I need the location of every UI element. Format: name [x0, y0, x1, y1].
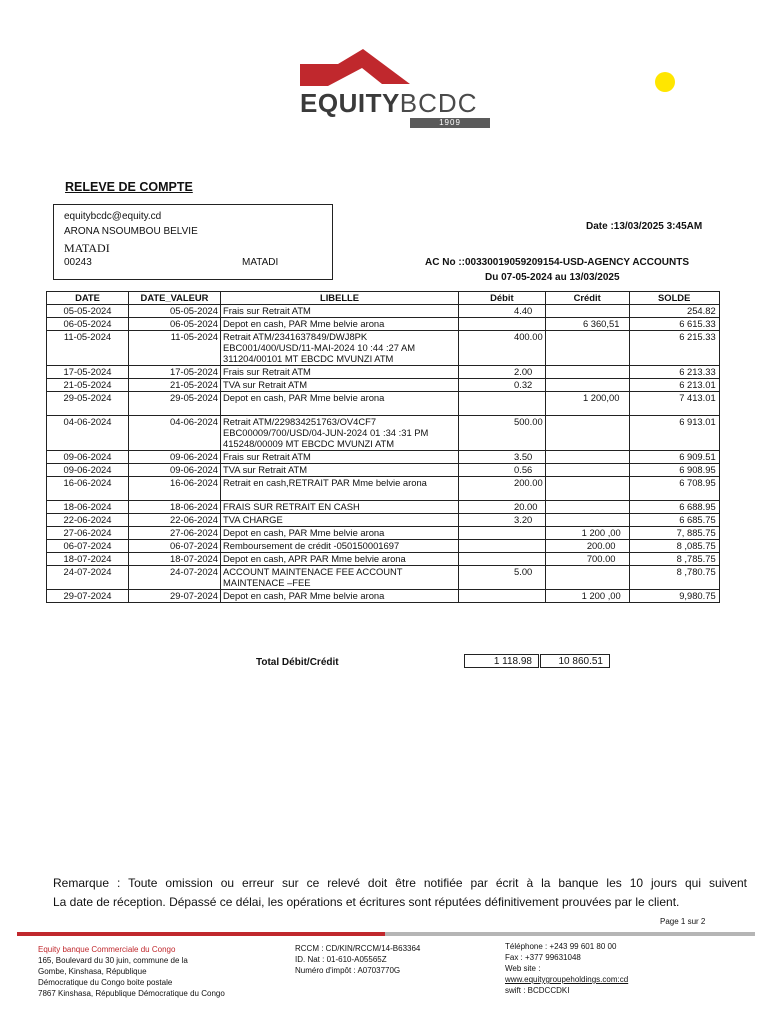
cell-debit	[459, 392, 546, 416]
cell-credit	[545, 566, 629, 590]
logo-year: 1909	[410, 118, 490, 128]
footer-address-line: 7867 Kinshasa, République Démocratique du Congo	[38, 989, 225, 998]
table-row	[47, 451, 720, 464]
cell-date: 29-05-2024	[47, 392, 129, 416]
table-row	[47, 318, 720, 331]
table-row	[47, 566, 720, 590]
cell-date-valeur: 09-06-2024	[129, 464, 221, 477]
cell-date-valeur: 06-07-2024	[129, 540, 221, 553]
cell-libelle: Retrait ATM/229834251763/OV4CF7 EBC00009/700/USD/04-JUN-2024 01 :34 :31 PM 415248/00009 MT EBCDC MVUNZI ATM	[221, 416, 459, 451]
cell-debit	[459, 590, 546, 603]
cell-credit	[545, 379, 629, 392]
table-row	[47, 366, 720, 379]
cell-date: 22-06-2024	[47, 514, 129, 527]
cell-debit	[459, 553, 546, 566]
cell-credit	[545, 514, 629, 527]
footer-address-line: Gombe, Kinshasa, République	[38, 967, 147, 976]
footer-contact	[505, 941, 628, 996]
cell-debit: 500.00	[459, 416, 546, 451]
cell-credit	[545, 464, 629, 477]
cell-debit: 3.20	[459, 514, 546, 527]
client-city: MATADI	[242, 257, 279, 268]
cell-solde: 8 ,785.75	[629, 553, 719, 566]
cell-date: 21-05-2024	[47, 379, 129, 392]
account-number: AC No ::00330019059209154-USD-AGENCY ACCOUNTS	[425, 257, 689, 268]
cell-libelle: Frais sur Retrait ATM	[221, 366, 459, 379]
client-postal-code: 00243	[64, 257, 92, 268]
cell-date-valeur: 29-05-2024	[129, 392, 221, 416]
cell-date: 09-06-2024	[47, 464, 129, 477]
remark-notice	[53, 874, 747, 912]
table-row	[47, 331, 720, 366]
cell-solde: 8 ,780.75	[629, 566, 719, 590]
table-row	[47, 416, 720, 451]
cell-solde: 6 213.01	[629, 379, 719, 392]
client-city-upper: MATADI	[64, 241, 110, 255]
cell-libelle: TVA sur Retrait ATM	[221, 379, 459, 392]
cell-solde: 6 708.95	[629, 477, 719, 501]
statement-period: Du 07-05-2024 au 13/03/2025	[485, 272, 620, 283]
cell-debit: 3.50	[459, 451, 546, 464]
cell-solde: 6 913.01	[629, 416, 719, 451]
header-credit: Crédit	[545, 292, 629, 305]
cell-credit	[545, 366, 629, 379]
total-label: Total Débit/Crédit	[256, 657, 339, 668]
cell-solde: 7, 885.75	[629, 527, 719, 540]
table-row	[47, 379, 720, 392]
cell-debit: 400.00	[459, 331, 546, 366]
yellow-dot-mark	[655, 72, 675, 92]
cell-libelle: TVA sur Retrait ATM	[221, 464, 459, 477]
cell-credit: 200.00	[545, 540, 629, 553]
footer-bank-address	[38, 944, 225, 999]
cell-date-valeur: 29-07-2024	[129, 590, 221, 603]
header-libelle: LIBELLE	[221, 292, 459, 305]
cell-libelle: Remboursement de crédit -050150001697	[221, 540, 459, 553]
cell-credit	[545, 416, 629, 451]
cell-date: 04-06-2024	[47, 416, 129, 451]
cell-libelle: Retrait ATM/2341637849/DWJ8PK EBC001/400/USD/11-MAI-2024 10 :44 :27 AM 311204/00101 MT EBCDC MVUNZI ATM	[221, 331, 459, 366]
cell-libelle: Retrait en cash,RETRAIT PAR Mme belvie arona	[221, 477, 459, 501]
cell-debit: 0.32	[459, 379, 546, 392]
table-row	[47, 590, 720, 603]
footer-address-line: Démocratique du Congo boite postale	[38, 978, 173, 987]
cell-credit	[545, 305, 629, 318]
cell-date-valeur: 11-05-2024	[129, 331, 221, 366]
cell-solde: 254.82	[629, 305, 719, 318]
cell-solde: 6 688.95	[629, 501, 719, 514]
cell-date: 11-05-2024	[47, 331, 129, 366]
cell-date-valeur: 16-06-2024	[129, 477, 221, 501]
cell-libelle: Frais sur Retrait ATM	[221, 451, 459, 464]
cell-debit	[459, 540, 546, 553]
cell-solde: 6 685.75	[629, 514, 719, 527]
cell-debit: 5.00	[459, 566, 546, 590]
footer-phone: Téléphone : +243 99 601 80 00	[505, 942, 617, 951]
footer-divider-grey	[385, 932, 755, 936]
cell-date-valeur: 04-06-2024	[129, 416, 221, 451]
table-row	[47, 514, 720, 527]
footer-tax-number: Numéro d'impôt : A0703770G	[295, 966, 401, 975]
cell-solde: 6 909.51	[629, 451, 719, 464]
cell-date: 29-07-2024	[47, 590, 129, 603]
cell-date: 18-07-2024	[47, 553, 129, 566]
cell-date: 18-06-2024	[47, 501, 129, 514]
cell-credit	[545, 451, 629, 464]
footer-divider-red	[17, 932, 385, 936]
footer-swift: swift : BCDCCDKI	[505, 986, 570, 995]
equity-bcdc-logo	[298, 46, 498, 130]
footer-address-line: 165, Boulevard du 30 juin, commune de la	[38, 956, 188, 965]
footer-web-label: Web site :	[505, 964, 541, 973]
cell-date-valeur: 24-07-2024	[129, 566, 221, 590]
cell-credit	[545, 501, 629, 514]
total-debit: 1 118.98	[464, 654, 539, 668]
total-credit: 10 860.51	[540, 654, 610, 668]
table-row	[47, 553, 720, 566]
cell-date-valeur: 05-05-2024	[129, 305, 221, 318]
statement-date: Date :13/03/2025 3:45AM	[586, 221, 703, 232]
table-header-row	[47, 292, 720, 305]
cell-date: 06-05-2024	[47, 318, 129, 331]
remark-line-2: La date de réception. Dépassé ce délai, les opérations et écritures sont réputées définitivement prouvées par le client.	[53, 895, 680, 909]
cell-credit: 1 200 ,00	[545, 590, 629, 603]
table-row	[47, 392, 720, 416]
cell-solde: 6 908.95	[629, 464, 719, 477]
cell-libelle: FRAIS SUR RETRAIT EN CASH	[221, 501, 459, 514]
cell-solde: 7 413.01	[629, 392, 719, 416]
cell-date: 27-06-2024	[47, 527, 129, 540]
table-row	[47, 501, 720, 514]
cell-date-valeur: 17-05-2024	[129, 366, 221, 379]
cell-solde: 8 ,085.75	[629, 540, 719, 553]
table-row	[47, 464, 720, 477]
cell-libelle: Depot en cash, APR PAR Mme belvie arona	[221, 553, 459, 566]
cell-date-valeur: 09-06-2024	[129, 451, 221, 464]
cell-solde: 6 213.33	[629, 366, 719, 379]
cell-libelle: Depot en cash, PAR Mme belvie arona	[221, 392, 459, 416]
document-title: RELEVE DE COMPTE	[65, 180, 193, 194]
cell-date: 24-07-2024	[47, 566, 129, 590]
table-row	[47, 305, 720, 318]
footer-id-nat: ID. Nat : 01-610-A05565Z	[295, 955, 387, 964]
cell-libelle: Depot en cash, PAR Mme belvie arona	[221, 590, 459, 603]
cell-credit: 1 200,00	[545, 392, 629, 416]
cell-date: 16-06-2024	[47, 477, 129, 501]
cell-date-valeur: 06-05-2024	[129, 318, 221, 331]
cell-solde: 9,980.75	[629, 590, 719, 603]
cell-date-valeur: 18-06-2024	[129, 501, 221, 514]
footer-registry	[295, 943, 420, 976]
cell-date: 05-05-2024	[47, 305, 129, 318]
client-email: equitybcdc@equity.cd	[64, 211, 162, 222]
cell-debit: 20.00	[459, 501, 546, 514]
remark-line-1: Remarque : Toute omission ou erreur sur ce relevé doit être notifiée par écrit à la banque les 10 jours qui suivent	[53, 876, 747, 890]
cell-credit	[545, 331, 629, 366]
cell-debit: 2.00	[459, 366, 546, 379]
table-row	[47, 540, 720, 553]
cell-solde: 6 215.33	[629, 331, 719, 366]
cell-credit: 700.00	[545, 553, 629, 566]
footer-rccm: RCCM : CD/KIN/RCCM/14-B63364	[295, 944, 421, 953]
page-number: Page 1 sur 2	[660, 917, 706, 926]
header-date: DATE	[47, 292, 129, 305]
cell-credit	[545, 477, 629, 501]
roof-logo-icon	[298, 46, 498, 92]
cell-libelle: Frais sur Retrait ATM	[221, 305, 459, 318]
logo-brand-right: BCDC	[399, 88, 478, 118]
cell-libelle: Depot en cash, PAR Mme belvie arona	[221, 318, 459, 331]
transactions-table	[46, 291, 720, 603]
cell-libelle: ACCOUNT MAINTENACE FEE ACCOUNT MAINTENACE –FEE	[221, 566, 459, 590]
header-solde: SOLDE	[629, 292, 719, 305]
footer-website-link[interactable]: www.equitygroupeholdings.com:cd	[505, 975, 629, 984]
cell-libelle: TVA CHARGE	[221, 514, 459, 527]
cell-date: 06-07-2024	[47, 540, 129, 553]
client-name: ARONA NSOUMBOU BELVIE	[64, 226, 198, 237]
cell-credit: 1 200 ,00	[545, 527, 629, 540]
cell-solde: 6 615.33	[629, 318, 719, 331]
cell-debit: 200.00	[459, 477, 546, 501]
header-date-valeur: DATE_VALEUR	[129, 292, 221, 305]
footer-fax: Fax : +377 99631048	[505, 953, 581, 962]
header-debit: Débit	[459, 292, 546, 305]
cell-date-valeur: 27-06-2024	[129, 527, 221, 540]
logo-brand-left: EQUITY	[300, 88, 400, 118]
cell-debit: 4.40	[459, 305, 546, 318]
cell-date-valeur: 22-06-2024	[129, 514, 221, 527]
table-row	[47, 477, 720, 501]
table-row	[47, 527, 720, 540]
cell-libelle: Depot en cash, PAR Mme belvie arona	[221, 527, 459, 540]
cell-date: 17-05-2024	[47, 366, 129, 379]
footer-bank-name: Equity banque Commerciale du Congo	[38, 945, 176, 954]
cell-date-valeur: 21-05-2024	[129, 379, 221, 392]
cell-date: 09-06-2024	[47, 451, 129, 464]
client-info-box	[53, 204, 333, 280]
cell-date-valeur: 18-07-2024	[129, 553, 221, 566]
cell-credit: 6 360,51	[545, 318, 629, 331]
cell-debit: 0.56	[459, 464, 546, 477]
cell-debit	[459, 527, 546, 540]
cell-debit	[459, 318, 546, 331]
